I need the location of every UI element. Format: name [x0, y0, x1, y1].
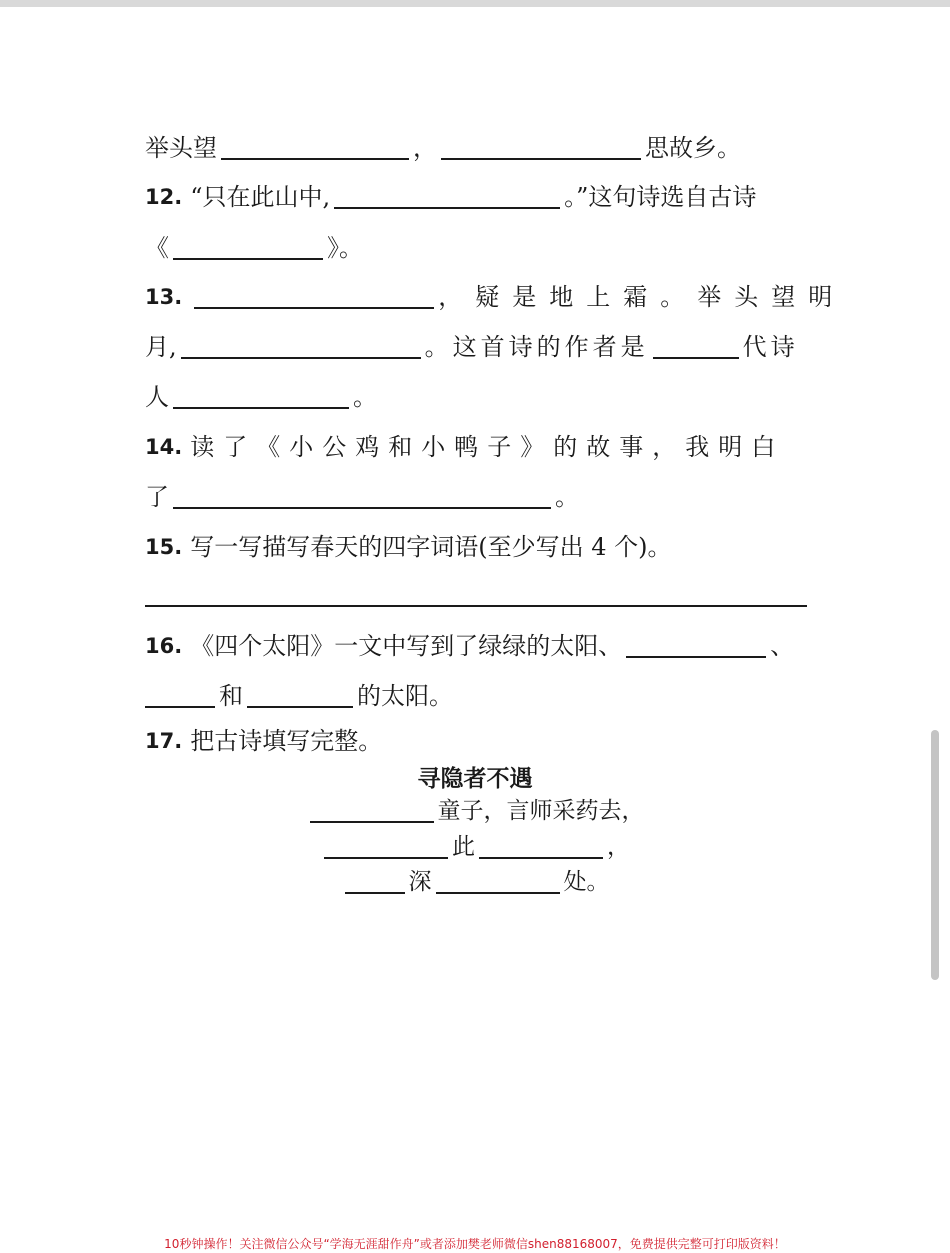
- poem-line-3: [0, 866, 950, 898]
- q12-text-a: “只在此山中,: [190, 183, 331, 211]
- q13-blank-3[interactable]: [653, 333, 739, 359]
- q11-line: [145, 132, 741, 164]
- q12-number: 12.: [145, 185, 183, 209]
- q16-line-1: [145, 630, 794, 662]
- poem-blank-5[interactable]: [436, 868, 560, 894]
- q16-blank-2[interactable]: [145, 682, 215, 708]
- q15-number: 15.: [145, 535, 183, 559]
- q14-text-c: 。: [555, 483, 579, 511]
- q12-blank-1[interactable]: [334, 183, 560, 209]
- poem-line-2: [0, 831, 950, 863]
- q16-line-2: [145, 680, 453, 712]
- poem-blank-1[interactable]: [310, 797, 434, 823]
- poem-line-3-mid: 深: [408, 869, 432, 895]
- q11-blank-1[interactable]: [221, 134, 409, 160]
- q13-text-e: 人: [145, 383, 169, 411]
- q16-number: 16.: [145, 634, 183, 658]
- q16-text-a: 《四个太阳》一文中写到了绿绿的太阳、: [190, 632, 623, 660]
- poem-line-1-text: 童子，言师采药去，: [437, 798, 645, 824]
- q13-line-1: [145, 281, 845, 313]
- q12-text-b: 。”这句诗选自古诗: [564, 183, 757, 211]
- q14-line-2: [145, 481, 579, 513]
- q12-line-2: [145, 232, 363, 264]
- poem-line-1: [0, 795, 950, 827]
- q14-text-b: 了: [145, 483, 169, 511]
- poem-blank-2[interactable]: [324, 833, 448, 859]
- q16-blank-1[interactable]: [626, 632, 766, 658]
- q12-blank-2[interactable]: [173, 234, 323, 260]
- q13-blank-4[interactable]: [173, 383, 349, 409]
- q14-number: 14.: [145, 435, 183, 459]
- q11-text-b: 思故乡。: [645, 134, 741, 162]
- q13-line-3: [145, 381, 377, 413]
- q14-blank[interactable]: [173, 483, 551, 509]
- poem-blank-3[interactable]: [479, 833, 603, 859]
- q16-blank-3[interactable]: [247, 682, 353, 708]
- q13-blank-1[interactable]: [194, 283, 434, 309]
- poem-title: 寻隐者不遇: [417, 766, 533, 792]
- q14-line-1: [145, 431, 784, 463]
- poem-line-2-mid: 此: [452, 834, 475, 860]
- q11-comma: ，: [413, 134, 437, 162]
- top-bar: [0, 0, 950, 7]
- q13-text-f: 。: [353, 383, 377, 411]
- q13-number: 13.: [145, 285, 183, 309]
- poem-line-3-end: 处。: [563, 869, 610, 895]
- q15-answer-line[interactable]: [145, 605, 807, 607]
- q13-line-2: [145, 331, 799, 363]
- q14-text-a: 读了《小公鸡和小鸭子》的故事，我明白: [190, 433, 785, 461]
- q13-text-a: ，疑是地上霜。举头望明: [438, 283, 846, 311]
- q17-number: 17.: [145, 729, 183, 753]
- q11-blank-2[interactable]: [441, 134, 641, 160]
- q15-line: [145, 531, 671, 563]
- q13-text-b: 月,: [145, 333, 177, 361]
- poem-blank-4[interactable]: [345, 868, 405, 894]
- q15-text: 写一写描写春天的四字词语(至少写出 4 个)。: [190, 533, 672, 561]
- q13-blank-2[interactable]: [181, 333, 421, 359]
- footer-promo: 10秒钟操作！关注微信公众号“学海无涯甜作舟”或者添加樊老师微信shen88168007，免费提供完整可打印版资料！: [164, 1237, 786, 1251]
- q17-text: 把古诗填写完整。: [190, 727, 383, 755]
- poem-line-2-end: ，: [607, 834, 630, 860]
- q11-text-a: 举头望: [145, 134, 217, 162]
- q12-line-1: [145, 181, 756, 213]
- q16-text-b: 、: [770, 632, 795, 660]
- q13-text-d: 代诗: [742, 333, 799, 361]
- q12-open-bracket: 《: [145, 234, 169, 262]
- q16-text-d: 的太阳。: [357, 682, 453, 710]
- q12-close-bracket: 》。: [327, 234, 363, 262]
- q13-text-c: 。这首诗的作者是: [424, 333, 649, 361]
- q16-text-c: 和: [219, 682, 243, 710]
- q17-line: [145, 725, 382, 757]
